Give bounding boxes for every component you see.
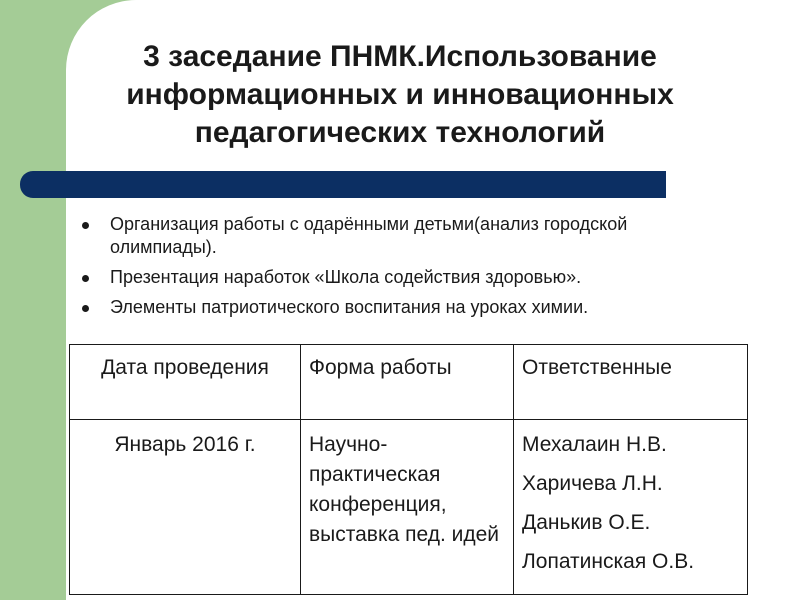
responsible-person: Данькив О.Е. bbox=[522, 511, 651, 534]
table-header-row bbox=[70, 345, 748, 420]
bullet-dot-icon bbox=[82, 222, 89, 229]
green-side-band bbox=[0, 0, 66, 600]
bullet-text: Элементы патриотического воспитания на уроках химии. bbox=[110, 297, 589, 317]
bullet-item bbox=[78, 266, 718, 289]
cell-responsible bbox=[514, 420, 748, 595]
slide-title: 3 заседание ПНМК.Использование информационных и инновационных педагогических технологий bbox=[126, 40, 674, 149]
header-form: Форма работы bbox=[301, 345, 514, 420]
responsible-person: Харичева Л.Н. bbox=[522, 472, 663, 495]
cell-date: Январь 2016 г. bbox=[70, 420, 301, 595]
schedule-table bbox=[69, 344, 748, 595]
bullet-dot-icon bbox=[82, 305, 89, 312]
bullet-list bbox=[78, 213, 718, 326]
bullet-item bbox=[78, 296, 718, 319]
header-responsible: Ответственные bbox=[514, 345, 748, 420]
title-divider-bar bbox=[20, 171, 666, 198]
bullet-dot-icon bbox=[82, 275, 89, 282]
bullet-text: Презентация наработок «Школа содействия здоровью». bbox=[110, 267, 582, 287]
responsible-person: Мехалаин Н.В. bbox=[522, 433, 667, 456]
header-date: Дата проведения bbox=[70, 345, 301, 420]
table-row bbox=[70, 420, 748, 595]
cell-form: Научно-практическая конференция, выставка пед. идей bbox=[301, 420, 514, 595]
bullet-text: Организация работы с одарёнными детьми(анализ городской олимпиады). bbox=[110, 214, 628, 257]
responsible-person: Лопатинская О.В. bbox=[522, 550, 695, 573]
bullet-item bbox=[78, 213, 718, 259]
